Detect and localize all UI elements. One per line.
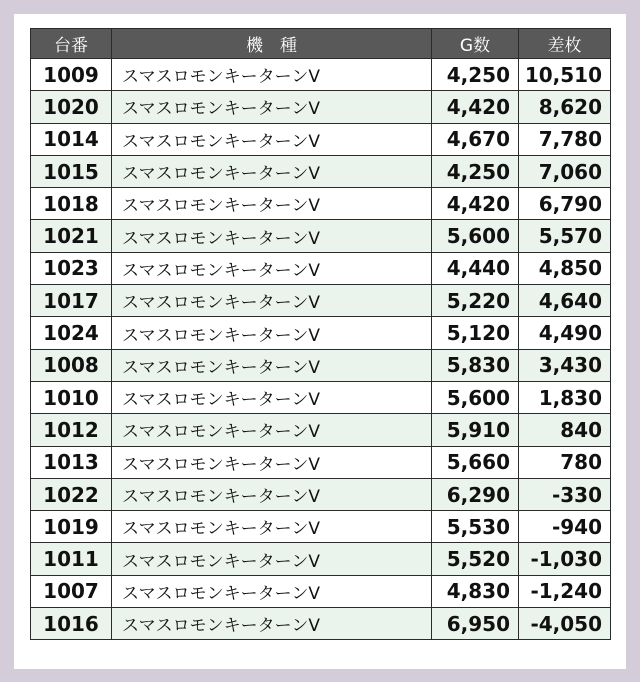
table-row	[31, 188, 611, 220]
coin-difference-cell: 840	[519, 414, 611, 446]
table-row	[31, 91, 611, 123]
table-header-row	[31, 29, 611, 59]
machine-name-cell: スマスロモンキーターンV	[112, 59, 432, 91]
machine-name-cell: スマスロモンキーターンV	[112, 220, 432, 252]
table-row	[31, 543, 611, 575]
machine-number-cell: 1016	[31, 608, 112, 640]
game-count-cell: 4,250	[432, 59, 519, 91]
game-count-cell: 6,290	[432, 478, 519, 510]
machine-number-cell: 1023	[31, 252, 112, 284]
machine-number-cell: 1022	[31, 478, 112, 510]
machine-name-cell: スマスロモンキーターンV	[112, 381, 432, 413]
machine-number-cell: 1024	[31, 317, 112, 349]
game-count-cell: 4,420	[432, 188, 519, 220]
game-count-cell: 4,250	[432, 155, 519, 187]
machine-number-cell: 1007	[31, 575, 112, 607]
table-row	[31, 511, 611, 543]
machine-number-cell: 1017	[31, 285, 112, 317]
coin-difference-cell: -940	[519, 511, 611, 543]
table-row	[31, 349, 611, 381]
table-row	[31, 414, 611, 446]
table-row	[31, 252, 611, 284]
table-row	[31, 608, 611, 640]
game-count-cell: 5,530	[432, 511, 519, 543]
coin-difference-cell: 4,850	[519, 252, 611, 284]
machine-number-cell: 1019	[31, 511, 112, 543]
table-row	[31, 155, 611, 187]
coin-difference-cell: -330	[519, 478, 611, 510]
game-count-cell: 4,830	[432, 575, 519, 607]
game-count-cell: 6,950	[432, 608, 519, 640]
game-count-cell: 5,600	[432, 381, 519, 413]
table-row	[31, 285, 611, 317]
coin-difference-cell: 3,430	[519, 349, 611, 381]
table-row	[31, 317, 611, 349]
game-count-cell: 4,420	[432, 91, 519, 123]
machine-number-cell: 1008	[31, 349, 112, 381]
coin-difference-cell: -1,030	[519, 543, 611, 575]
machine-name-cell: スマスロモンキーターンV	[112, 188, 432, 220]
machine-number-cell: 1011	[31, 543, 112, 575]
coin-difference-cell: 7,780	[519, 123, 611, 155]
table-row	[31, 220, 611, 252]
machine-number-cell: 1009	[31, 59, 112, 91]
machine-name-cell: スマスロモンキーターンV	[112, 285, 432, 317]
results-panel	[14, 14, 626, 669]
game-count-cell: 5,120	[432, 317, 519, 349]
machine-results-table	[30, 28, 611, 640]
machine-name-cell: スマスロモンキーターンV	[112, 252, 432, 284]
coin-difference-cell: 4,640	[519, 285, 611, 317]
coin-difference-cell: -4,050	[519, 608, 611, 640]
machine-number-cell: 1018	[31, 188, 112, 220]
table-body	[31, 59, 611, 640]
table-row	[31, 381, 611, 413]
machine-name-cell: スマスロモンキーターンV	[112, 511, 432, 543]
table-row	[31, 446, 611, 478]
machine-name-cell: スマスロモンキーターンV	[112, 155, 432, 187]
machine-number-cell: 1014	[31, 123, 112, 155]
coin-difference-cell: 8,620	[519, 91, 611, 123]
coin-difference-cell: 6,790	[519, 188, 611, 220]
machine-name-cell: スマスロモンキーターンV	[112, 123, 432, 155]
machine-name-cell: スマスロモンキーターンV	[112, 349, 432, 381]
machine-name-cell: スマスロモンキーターンV	[112, 414, 432, 446]
coin-difference-cell: 4,490	[519, 317, 611, 349]
machine-number-cell: 1013	[31, 446, 112, 478]
header-machine-number: 台番	[31, 29, 112, 59]
machine-name-cell: スマスロモンキーターンV	[112, 91, 432, 123]
machine-number-cell: 1010	[31, 381, 112, 413]
header-game-count: G数	[432, 29, 519, 59]
table-row	[31, 59, 611, 91]
machine-name-cell: スマスロモンキーターンV	[112, 478, 432, 510]
machine-number-cell: 1015	[31, 155, 112, 187]
header-machine-name: 機 種	[112, 29, 432, 59]
machine-number-cell: 1020	[31, 91, 112, 123]
machine-name-cell: スマスロモンキーターンV	[112, 317, 432, 349]
game-count-cell: 4,670	[432, 123, 519, 155]
table-row	[31, 575, 611, 607]
machine-number-cell: 1012	[31, 414, 112, 446]
coin-difference-cell: 7,060	[519, 155, 611, 187]
coin-difference-cell: 780	[519, 446, 611, 478]
machine-name-cell: スマスロモンキーターンV	[112, 446, 432, 478]
machine-name-cell: スマスロモンキーターンV	[112, 608, 432, 640]
game-count-cell: 5,520	[432, 543, 519, 575]
coin-difference-cell: 10,510	[519, 59, 611, 91]
machine-name-cell: スマスロモンキーターンV	[112, 543, 432, 575]
table-row	[31, 123, 611, 155]
game-count-cell: 5,830	[432, 349, 519, 381]
game-count-cell: 5,600	[432, 220, 519, 252]
game-count-cell: 5,660	[432, 446, 519, 478]
game-count-cell: 4,440	[432, 252, 519, 284]
coin-difference-cell: 1,830	[519, 381, 611, 413]
machine-name-cell: スマスロモンキーターンV	[112, 575, 432, 607]
coin-difference-cell: 5,570	[519, 220, 611, 252]
game-count-cell: 5,220	[432, 285, 519, 317]
coin-difference-cell: -1,240	[519, 575, 611, 607]
game-count-cell: 5,910	[432, 414, 519, 446]
header-coin-difference: 差枚	[519, 29, 611, 59]
machine-number-cell: 1021	[31, 220, 112, 252]
table-row	[31, 478, 611, 510]
